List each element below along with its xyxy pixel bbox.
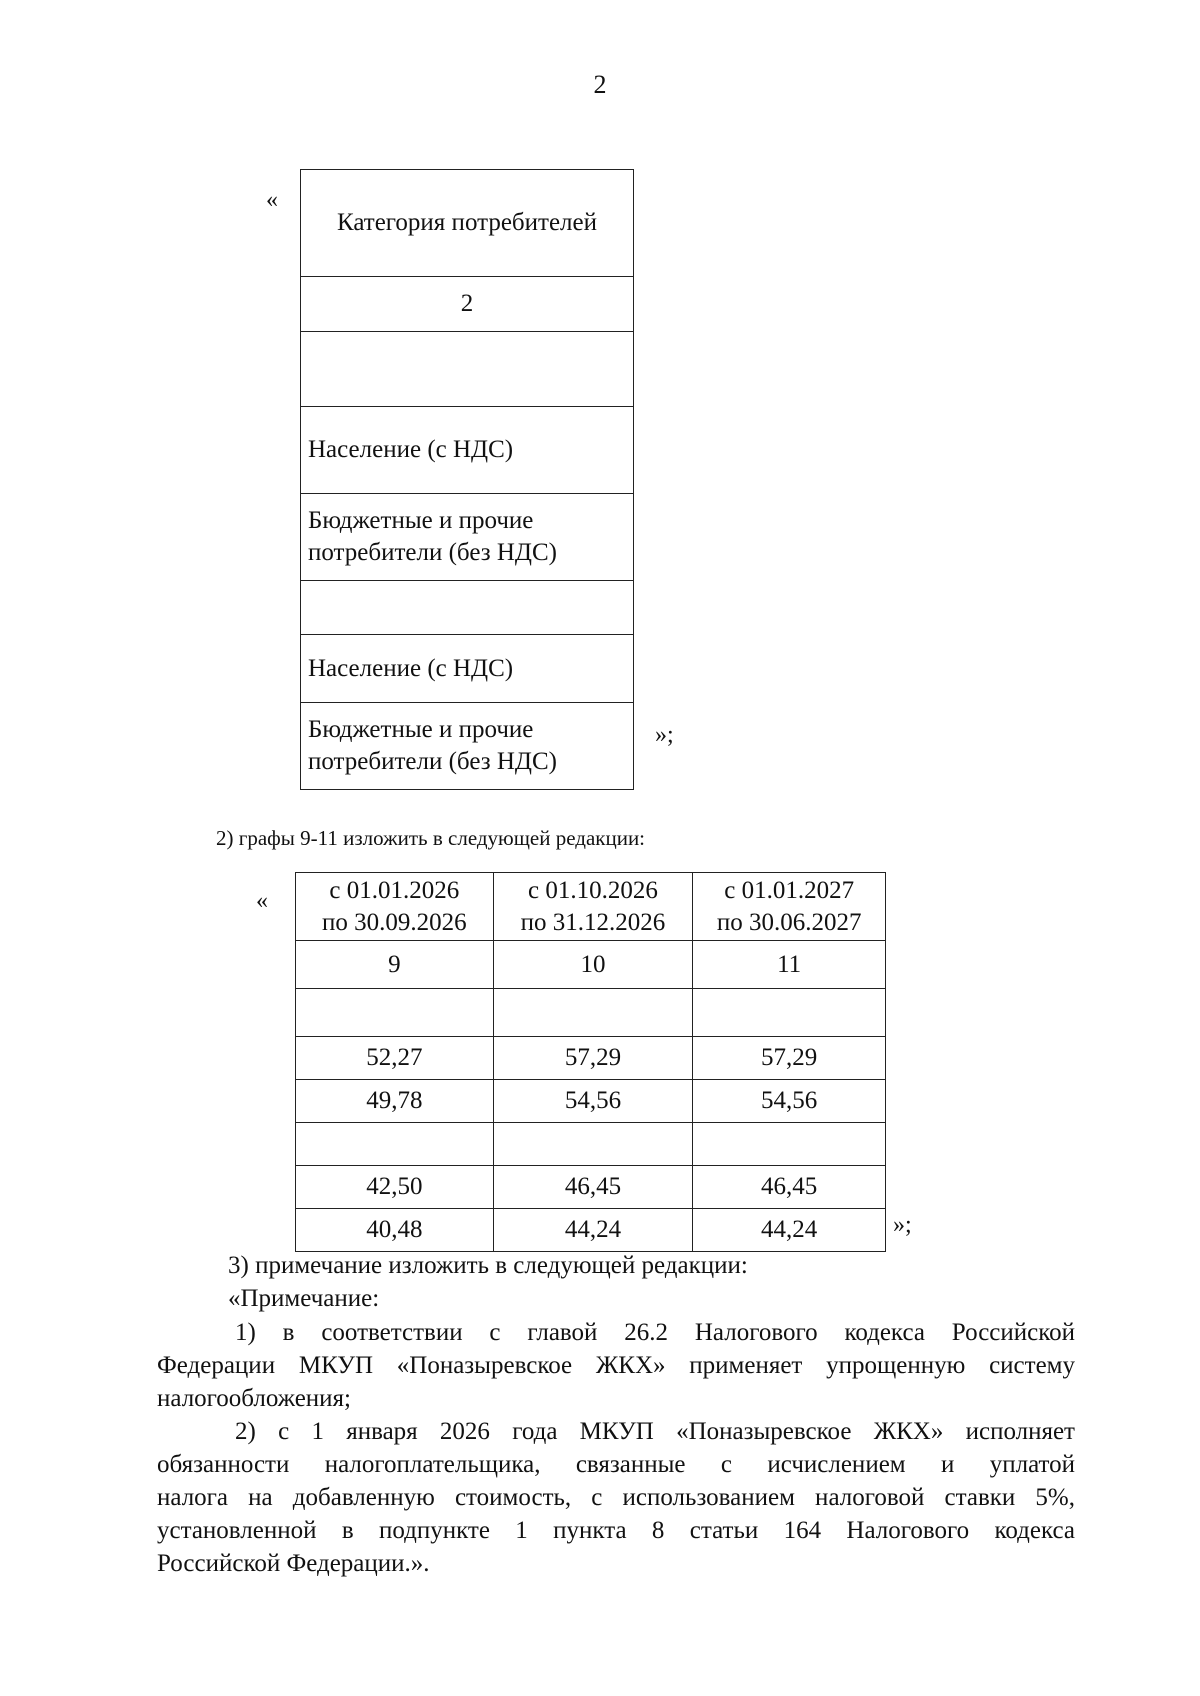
table-header-row bbox=[296, 873, 886, 941]
table-row bbox=[301, 635, 634, 703]
column-number: 10 bbox=[493, 941, 693, 989]
table-row bbox=[301, 332, 634, 407]
table-cell: Бюджетные и прочие потребители (без НДС) bbox=[301, 494, 634, 581]
table-cell: 40,48 bbox=[296, 1209, 494, 1252]
table-cell: 52,27 bbox=[296, 1037, 494, 1080]
table-cell: 57,29 bbox=[693, 1037, 886, 1080]
table-cell bbox=[296, 1123, 494, 1166]
note-paragraph-2-line: установленной в подпункте 1 пункта 8 статьи 164 Налогового кодекса bbox=[157, 1517, 1075, 1544]
table-row bbox=[296, 1037, 886, 1080]
consumer-category-table bbox=[300, 169, 634, 790]
tariff-table bbox=[295, 872, 886, 1252]
opening-quote-table1: « bbox=[266, 187, 278, 213]
table-cell: 46,45 bbox=[693, 1166, 886, 1209]
table-row bbox=[301, 494, 634, 581]
table-row bbox=[301, 703, 634, 790]
table-cell: Население (с НДС) bbox=[301, 407, 634, 494]
table-row bbox=[301, 407, 634, 494]
header-period-2: с 01.10.2026 по 31.12.2026 bbox=[493, 873, 693, 941]
opening-quote-table2: « bbox=[256, 888, 268, 914]
header-period-1: с 01.01.2026 по 30.09.2026 bbox=[296, 873, 494, 941]
table-cell: 42,50 bbox=[296, 1166, 494, 1209]
header-consumer-category: Категория потребителей bbox=[301, 170, 634, 277]
note-paragraph-2-line: Российской Федерации.». bbox=[157, 1550, 430, 1577]
note-paragraph-1-line: налогообложения; bbox=[157, 1385, 351, 1412]
table-row bbox=[296, 989, 886, 1037]
page-number: 2 bbox=[593, 70, 607, 99]
table-cell bbox=[301, 332, 634, 407]
table-cell: 54,56 bbox=[493, 1080, 693, 1123]
closing-quote-table2: »; bbox=[893, 1212, 912, 1238]
table-cell bbox=[693, 989, 886, 1037]
item-3-text: 3) примечание изложить в следующей редакции: bbox=[228, 1252, 748, 1279]
table-cell bbox=[493, 989, 693, 1037]
table-cell: 49,78 bbox=[296, 1080, 494, 1123]
note-paragraph-2-line: налога на добавленную стоимость, с использованием налоговой ставки 5%, bbox=[157, 1484, 1075, 1511]
table-row bbox=[296, 1166, 886, 1209]
table-row bbox=[296, 1123, 886, 1166]
table-cell: Бюджетные и прочие потребители (без НДС) bbox=[301, 703, 634, 790]
table-cell: 44,24 bbox=[493, 1209, 693, 1252]
table-cell: 46,45 bbox=[493, 1166, 693, 1209]
header-period-3: с 01.01.2027 по 30.06.2027 bbox=[693, 873, 886, 941]
column-number: 9 bbox=[296, 941, 494, 989]
column-number: 11 bbox=[693, 941, 886, 989]
note-paragraph-2-line: обязанности налогоплательщика, связанные с исчислением и уплатой bbox=[157, 1451, 1075, 1478]
closing-quote-table1: »; bbox=[655, 722, 674, 748]
table-cell: 54,56 bbox=[693, 1080, 886, 1123]
table-cell bbox=[693, 1123, 886, 1166]
note-paragraph-2-line: 2) с 1 января 2026 года МКУП «Поназыревское ЖКХ» исполняет bbox=[235, 1418, 1075, 1445]
column-number-row bbox=[296, 941, 886, 989]
table-row bbox=[301, 581, 634, 635]
column-number: 2 bbox=[301, 277, 634, 332]
table-row bbox=[296, 1209, 886, 1252]
table-cell: 57,29 bbox=[493, 1037, 693, 1080]
note-heading: «Примечание: bbox=[228, 1285, 380, 1312]
note-paragraph-1-line: Федерации МКУП «Поназыревское ЖКХ» применяет упрощенную систему bbox=[157, 1352, 1075, 1379]
table-cell bbox=[493, 1123, 693, 1166]
table-cell bbox=[296, 989, 494, 1037]
table-cell: 44,24 bbox=[693, 1209, 886, 1252]
table-cell: Население (с НДС) bbox=[301, 635, 634, 703]
column-number-row bbox=[301, 277, 634, 332]
table-cell bbox=[301, 581, 634, 635]
note-paragraph-1-line: 1) в соответствии с главой 26.2 Налогового кодекса Российской bbox=[235, 1319, 1075, 1346]
table-row bbox=[296, 1080, 886, 1123]
item-2-text: 2) графы 9-11 изложить в следующей редакции: bbox=[216, 826, 646, 850]
table-header-row bbox=[301, 170, 634, 277]
